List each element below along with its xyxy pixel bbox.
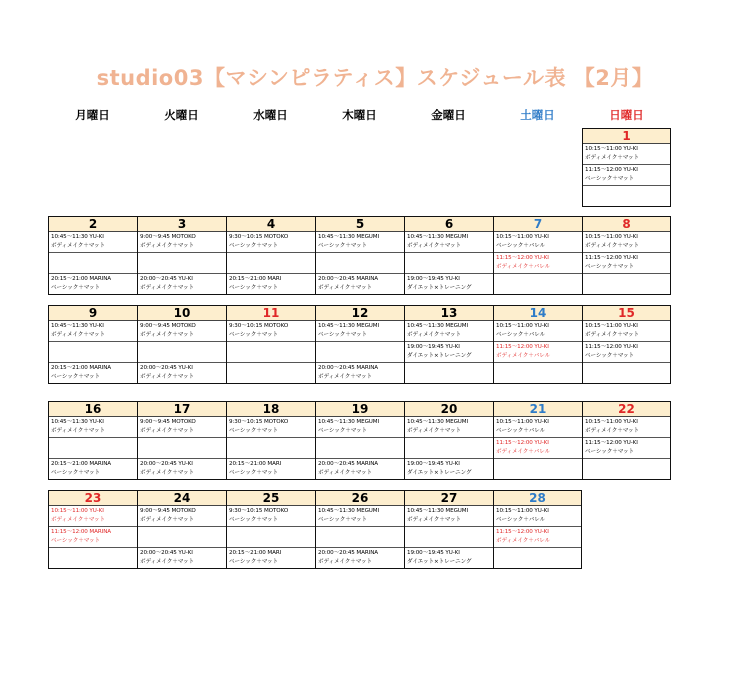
day-number: 4 <box>227 217 315 232</box>
class-name: ベーシック＋マット <box>51 285 100 291</box>
class-name: ボディメイク＋マット <box>407 428 462 434</box>
class-name: ベーシック＋マット <box>318 332 367 338</box>
day-cell <box>48 490 137 569</box>
class-name: ボディメイク＋マット <box>318 559 373 565</box>
class-slot <box>138 527 226 548</box>
class-slot <box>494 438 582 459</box>
class-time-instructor: 10:45～11:30 MEGUMI <box>318 508 380 514</box>
class-time-instructor: 10:15～11:00 YU-KI <box>496 323 549 329</box>
day-cell <box>48 401 137 480</box>
class-slot <box>49 548 137 569</box>
class-slot <box>494 321 582 342</box>
class-name: ボディメイク＋マット <box>318 470 373 476</box>
class-slot <box>316 274 404 295</box>
class-time-instructor: 20:00～20:45 YU-KI <box>140 550 193 556</box>
class-name: ボディメイク＋マット <box>51 517 106 523</box>
class-name: ボディメイク＋マット <box>318 285 373 291</box>
class-time-instructor: 10:45～11:30 MEGUMI <box>407 234 469 240</box>
class-slot <box>138 232 226 253</box>
class-slot <box>227 459 315 480</box>
day-cell <box>582 401 671 480</box>
class-slot <box>316 232 404 253</box>
class-time-instructor: 20:15～21:00 MARI <box>229 461 282 467</box>
class-time-instructor: 10:45～11:30 YU-KI <box>51 234 104 240</box>
class-slot <box>138 274 226 295</box>
class-slot <box>49 363 137 384</box>
class-slot <box>494 506 581 527</box>
day-cell <box>582 128 671 207</box>
class-slot <box>49 253 137 274</box>
class-slot <box>227 527 315 548</box>
class-slot <box>583 232 670 253</box>
class-name: ボディメイク＋バレル <box>496 538 551 544</box>
day-cell <box>315 490 404 569</box>
day-cell <box>48 216 137 295</box>
weekday-header-row <box>48 107 672 123</box>
class-name: ボディメイク＋マット <box>407 517 462 523</box>
day-cell <box>315 216 404 295</box>
class-name: ボディメイク＋マット <box>140 374 195 380</box>
class-time-instructor: 20:15～21:00 MARINA <box>51 365 112 371</box>
weekday-tuesday: 火曜日 <box>164 108 199 122</box>
day-number: 5 <box>316 217 404 232</box>
class-name: ベーシック＋マット <box>51 374 100 380</box>
class-slot <box>583 253 670 274</box>
class-slot <box>316 417 404 438</box>
class-name: ダイエット×トレーニング <box>407 470 472 476</box>
day-number: 23 <box>49 491 137 506</box>
class-time-instructor: 10:45～11:30 MEGUMI <box>407 419 469 425</box>
class-slot <box>583 459 670 480</box>
class-name: ボディメイク＋マット <box>585 155 640 161</box>
day-cell <box>582 305 671 384</box>
class-time-instructor: 20:15～21:00 MARI <box>229 550 282 556</box>
day-cell <box>404 490 493 569</box>
class-slot <box>494 527 581 548</box>
class-time-instructor: 11:15～12:00 YU-KI <box>585 255 638 261</box>
day-cell <box>404 401 493 480</box>
class-slot <box>316 342 404 363</box>
class-slot <box>227 274 315 295</box>
class-time-instructor: 19:00～19:45 YU-KI <box>407 461 460 467</box>
day-number: 16 <box>49 402 137 417</box>
day-number: 25 <box>227 491 315 506</box>
day-number: 7 <box>494 217 582 232</box>
class-name: ベーシック＋バレル <box>496 243 546 249</box>
class-slot <box>494 342 582 363</box>
class-time-instructor: 11:15～12:00 YU-KI <box>585 440 638 446</box>
class-slot <box>316 527 404 548</box>
day-cell <box>137 490 226 569</box>
class-name: ボディメイク＋バレル <box>496 353 551 359</box>
class-slot <box>494 253 582 274</box>
weekday-saturday: 土曜日 <box>520 108 555 122</box>
weekday-thursday: 木曜日 <box>342 108 377 122</box>
class-slot <box>227 321 315 342</box>
class-time-instructor: 20:15～21:00 MARINA <box>51 276 112 282</box>
class-name: ボディメイク＋マット <box>140 428 195 434</box>
class-name: ボディメイク＋マット <box>407 332 462 338</box>
class-time-instructor: 11:15～12:00 MARINA <box>51 529 112 535</box>
class-time-instructor: 11:15～12:00 YU-KI <box>496 529 549 535</box>
class-slot <box>316 459 404 480</box>
day-number: 2 <box>49 217 137 232</box>
class-time-instructor: 10:45～11:30 MEGUMI <box>318 323 380 329</box>
class-name: ボディメイク＋マット <box>585 243 640 249</box>
class-time-instructor: 20:00～20:45 YU-KI <box>140 461 193 467</box>
class-time-instructor: 20:00～20:45 MARINA <box>318 276 379 282</box>
class-slot <box>494 459 582 480</box>
class-slot <box>49 417 137 438</box>
day-cell <box>493 401 582 480</box>
class-time-instructor: 10:15～11:00 YU-KI <box>585 234 638 240</box>
class-time-instructor: 20:15～21:00 MARINA <box>51 461 112 467</box>
class-slot <box>583 342 670 363</box>
class-slot <box>49 274 137 295</box>
class-slot <box>405 274 493 295</box>
class-slot <box>494 417 582 438</box>
class-name: ボディメイク＋マット <box>51 243 106 249</box>
class-slot <box>583 186 670 207</box>
class-slot <box>405 363 493 384</box>
class-time-instructor: 10:45～11:30 YU-KI <box>51 323 104 329</box>
day-number: 3 <box>138 217 226 232</box>
class-name: ボディメイク＋マット <box>140 559 195 565</box>
day-cell <box>493 490 582 569</box>
weekday-monday: 月曜日 <box>75 108 110 122</box>
class-slot <box>405 342 493 363</box>
day-number: 8 <box>583 217 670 232</box>
class-slot <box>138 253 226 274</box>
class-slot <box>138 459 226 480</box>
class-time-instructor: 10:45～11:30 YU-KI <box>51 419 104 425</box>
class-slot <box>227 417 315 438</box>
class-slot <box>316 321 404 342</box>
class-time-instructor: 19:00～19:45 YU-KI <box>407 344 460 350</box>
class-name: ボディメイク＋マット <box>318 374 373 380</box>
class-name: ベーシック＋マット <box>229 285 278 291</box>
class-time-instructor: 11:15～12:00 YU-KI <box>496 344 549 350</box>
class-name: ベーシック＋マット <box>51 470 100 476</box>
day-number: 9 <box>49 306 137 321</box>
class-name: ベーシック＋マット <box>51 538 100 544</box>
class-slot <box>49 506 137 527</box>
class-time-instructor: 10:15～11:00 YU-KI <box>51 508 104 514</box>
class-time-instructor: 20:00～20:45 YU-KI <box>140 365 193 371</box>
class-name: ベーシック＋マット <box>229 559 278 565</box>
class-time-instructor: 9:30～10:15 MOTOKO <box>229 323 289 329</box>
class-slot <box>405 438 493 459</box>
day-cell <box>493 305 582 384</box>
class-time-instructor: 9:30～10:15 MOTOKO <box>229 419 289 425</box>
class-name: ダイエット×トレーニング <box>407 285 472 291</box>
day-number: 18 <box>227 402 315 417</box>
class-slot <box>138 321 226 342</box>
class-slot <box>49 527 137 548</box>
day-number: 11 <box>227 306 315 321</box>
class-slot <box>405 459 493 480</box>
class-slot <box>227 363 315 384</box>
class-name: ボディメイク＋マット <box>140 517 195 523</box>
class-slot <box>49 342 137 363</box>
class-name: ベーシック＋マット <box>585 264 634 270</box>
class-slot <box>583 274 670 295</box>
class-slot <box>494 232 582 253</box>
class-slot <box>583 417 670 438</box>
class-slot <box>583 321 670 342</box>
day-number: 10 <box>138 306 226 321</box>
class-slot <box>494 548 581 569</box>
class-slot <box>583 438 670 459</box>
class-time-instructor: 9:30～10:15 MOTOKO <box>229 234 289 240</box>
class-slot <box>583 363 670 384</box>
class-slot <box>316 253 404 274</box>
class-time-instructor: 10:15～11:00 YU-KI <box>496 419 549 425</box>
weekday-sunday: 日曜日 <box>609 108 644 122</box>
class-name: ボディメイク＋バレル <box>496 264 551 270</box>
class-slot <box>405 232 493 253</box>
class-time-instructor: 11:15～12:00 YU-KI <box>496 440 549 446</box>
day-number: 27 <box>405 491 493 506</box>
class-time-instructor: 20:00～20:45 MARINA <box>318 550 379 556</box>
day-cell <box>226 401 315 480</box>
class-name: ボディメイク＋マット <box>140 243 195 249</box>
class-time-instructor: 19:00～19:45 YU-KI <box>407 276 460 282</box>
class-slot <box>494 274 582 295</box>
class-slot <box>227 342 315 363</box>
class-name: ボディメイク＋マット <box>51 428 106 434</box>
class-slot <box>405 506 493 527</box>
class-slot <box>227 548 315 569</box>
day-number: 14 <box>494 306 582 321</box>
class-slot <box>405 253 493 274</box>
day-number: 21 <box>494 402 582 417</box>
day-cell <box>404 216 493 295</box>
day-number: 26 <box>316 491 404 506</box>
class-name: ベーシック＋マット <box>318 517 367 523</box>
class-name: ベーシック＋バレル <box>496 517 546 523</box>
class-time-instructor: 20:00～20:45 MARINA <box>318 461 379 467</box>
class-slot <box>405 527 493 548</box>
class-name: ベーシック＋マット <box>229 243 278 249</box>
class-slot <box>316 438 404 459</box>
class-slot <box>227 232 315 253</box>
class-time-instructor: 10:45～11:30 MEGUMI <box>407 508 469 514</box>
class-slot <box>583 165 670 186</box>
class-name: ベーシック＋マット <box>229 428 278 434</box>
class-time-instructor: 10:15～11:00 YU-KI <box>496 508 549 514</box>
class-slot <box>316 363 404 384</box>
day-number: 28 <box>494 491 581 506</box>
day-cell <box>582 216 671 295</box>
class-time-instructor: 9:00～9:45 MOTOKO <box>140 508 196 514</box>
day-number: 20 <box>405 402 493 417</box>
class-name: ボディメイク＋マット <box>140 332 195 338</box>
class-name: ダイエット×トレーニング <box>407 559 472 565</box>
class-name: ボディメイク＋マット <box>585 332 640 338</box>
weekday-friday: 金曜日 <box>431 108 466 122</box>
day-cell <box>493 216 582 295</box>
day-cell <box>404 305 493 384</box>
day-cell <box>226 305 315 384</box>
day-cell <box>226 216 315 295</box>
day-number: 12 <box>316 306 404 321</box>
class-slot <box>138 506 226 527</box>
day-number: 13 <box>405 306 493 321</box>
class-slot <box>227 506 315 527</box>
class-time-instructor: 9:30～10:15 MOTOKO <box>229 508 289 514</box>
day-cell <box>137 305 226 384</box>
class-time-instructor: 19:00～19:45 YU-KI <box>407 550 460 556</box>
day-number: 1 <box>583 129 670 144</box>
class-slot <box>138 363 226 384</box>
class-time-instructor: 10:15～11:00 YU-KI <box>585 146 638 152</box>
class-slot <box>49 459 137 480</box>
class-time-instructor: 20:00～20:45 MARINA <box>318 365 379 371</box>
day-number: 19 <box>316 402 404 417</box>
class-name: ベーシック＋マット <box>585 449 634 455</box>
class-slot <box>405 321 493 342</box>
class-name: ベーシック＋マット <box>229 332 278 338</box>
class-slot <box>316 506 404 527</box>
class-slot <box>227 438 315 459</box>
class-time-instructor: 10:15～11:00 YU-KI <box>585 323 638 329</box>
class-name: ベーシック＋バレル <box>496 332 546 338</box>
class-time-instructor: 10:15～11:00 YU-KI <box>585 419 638 425</box>
day-number: 22 <box>583 402 670 417</box>
class-time-instructor: 10:15～11:00 YU-KI <box>496 234 549 240</box>
class-name: ベーシック＋バレル <box>496 428 546 434</box>
day-cell <box>315 305 404 384</box>
class-time-instructor: 20:15～21:00 MARI <box>229 276 282 282</box>
day-number: 17 <box>138 402 226 417</box>
day-cell <box>137 401 226 480</box>
class-slot <box>138 342 226 363</box>
class-slot <box>49 321 137 342</box>
class-time-instructor: 11:15～12:00 YU-KI <box>585 167 638 173</box>
class-name: ボディメイク＋マット <box>140 285 195 291</box>
class-slot <box>405 417 493 438</box>
class-slot <box>583 144 670 165</box>
class-time-instructor: 11:15～12:00 YU-KI <box>496 255 549 261</box>
class-time-instructor: 10:45～11:30 MEGUMI <box>318 419 380 425</box>
class-name: ベーシック＋マット <box>318 428 367 434</box>
day-number: 15 <box>583 306 670 321</box>
class-time-instructor: 20:00～20:45 YU-KI <box>140 276 193 282</box>
day-cell <box>226 490 315 569</box>
class-name: ベーシック＋マット <box>585 176 634 182</box>
class-name: ベーシック＋マット <box>229 517 278 523</box>
class-name: ベーシック＋マット <box>229 470 278 476</box>
class-name: ボディメイク＋マット <box>140 470 195 476</box>
class-slot <box>138 417 226 438</box>
day-cell <box>137 216 226 295</box>
class-name: ボディメイク＋マット <box>407 243 462 249</box>
class-slot <box>227 253 315 274</box>
class-time-instructor: 9:00～9:45 MOTOKO <box>140 234 196 240</box>
day-number: 6 <box>405 217 493 232</box>
class-slot <box>316 548 404 569</box>
class-name: ベーシック＋マット <box>318 243 367 249</box>
class-time-instructor: 9:00～9:45 MOTOKO <box>140 323 196 329</box>
day-cell <box>315 401 404 480</box>
class-slot <box>49 232 137 253</box>
class-time-instructor: 9:00～9:45 MOTOKO <box>140 419 196 425</box>
class-name: ボディメイク＋マット <box>585 428 640 434</box>
class-name: ボディメイク＋マット <box>51 332 106 338</box>
class-name: ベーシック＋マット <box>585 353 634 359</box>
day-number: 24 <box>138 491 226 506</box>
page-title: studio03【マシンピラティス】スケジュール表 【2月】 <box>96 66 654 90</box>
day-cell <box>48 305 137 384</box>
class-time-instructor: 10:45～11:30 MEGUMI <box>318 234 380 240</box>
class-name: ダイエット×トレーニング <box>407 353 472 359</box>
class-name: ボディメイク＋バレル <box>496 449 551 455</box>
class-slot <box>49 438 137 459</box>
class-slot <box>405 548 493 569</box>
weekday-wednesday: 水曜日 <box>253 108 288 122</box>
class-slot <box>138 438 226 459</box>
class-slot <box>494 363 582 384</box>
class-time-instructor: 11:15～12:00 YU-KI <box>585 344 638 350</box>
class-time-instructor: 10:45～11:30 MEGUMI <box>407 323 469 329</box>
class-slot <box>138 548 226 569</box>
